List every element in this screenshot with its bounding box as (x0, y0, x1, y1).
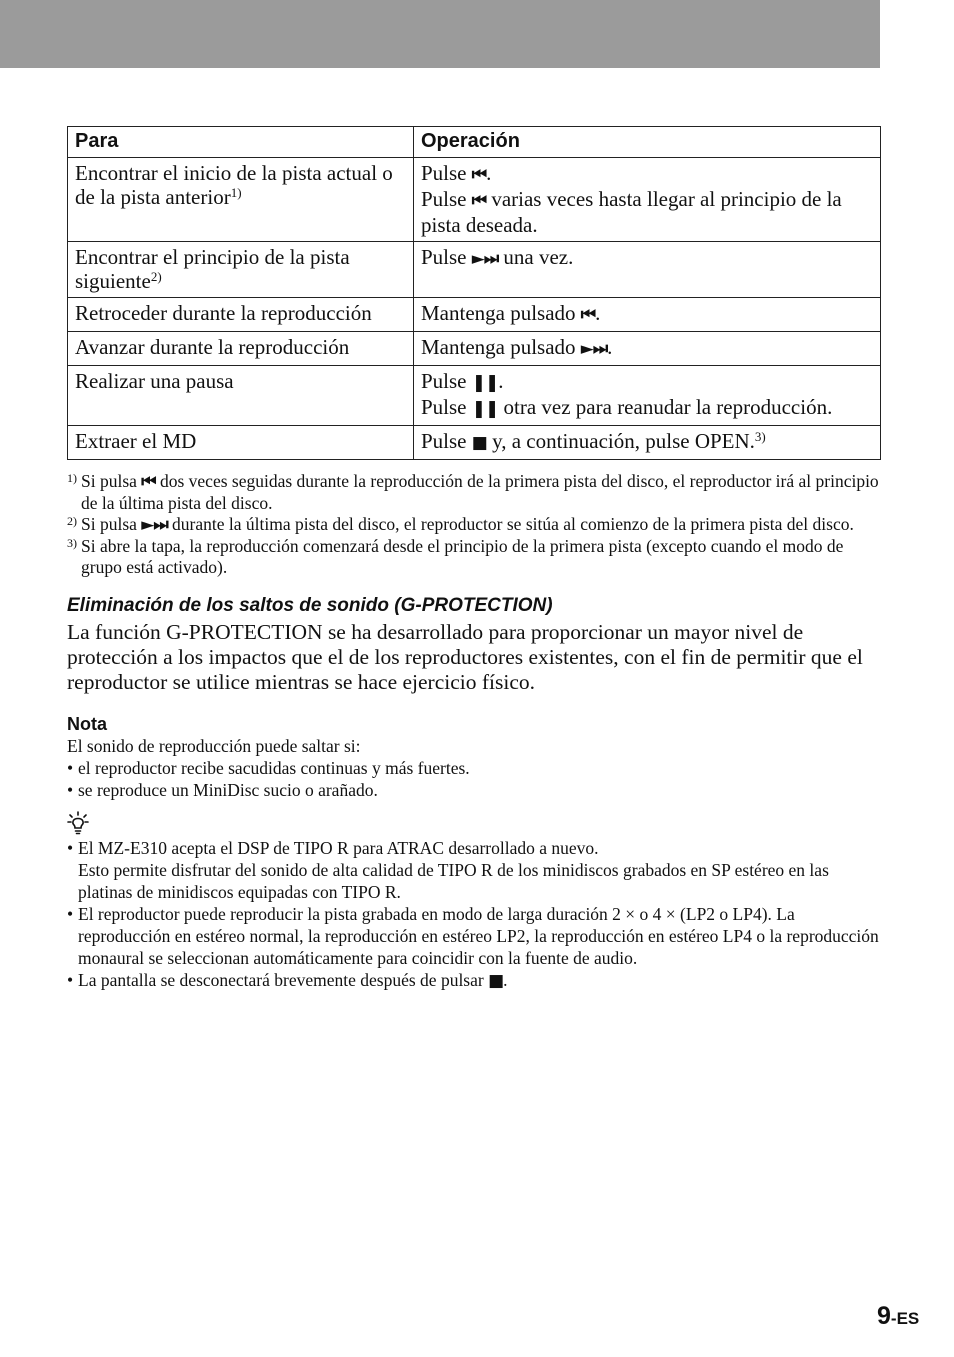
cell-para (68, 332, 414, 366)
op-pre: Mantenga pulsado (421, 301, 581, 325)
para-text: Retroceder durante la reproducción (75, 301, 372, 325)
table-row (68, 426, 881, 460)
cell-para (68, 242, 414, 298)
op-post: . (595, 301, 601, 325)
operation-line (421, 161, 873, 187)
op-pre: Pulse (421, 429, 472, 453)
op-post: y, a continuación, pulse OPEN. (486, 429, 755, 453)
cell-operacion (414, 332, 881, 366)
pause-icon: ❚❚ (471, 399, 499, 419)
play-next-track-icon: ►⏭ (580, 339, 608, 359)
para-text: Extraer el MD (75, 429, 197, 453)
footnote-pre: Si pulsa (81, 471, 142, 491)
tip-text: El reproductor puede reproducir la pista grabada en modo de larga duración 2 × o 4 × (LP2 o LP4). La reproducción en estéreo normal, la reproducción en estéreo LP2, la reproducción en estéreo LP4 o la reproducción monaural se seleccionan automáticamente para coincidir con la fuente de audio. (78, 904, 879, 968)
cell-operacion (414, 366, 881, 426)
footnote-ref: 2) (150, 269, 162, 284)
footnote-number: 1) (67, 471, 77, 485)
section-title: Eliminación de los saltos de sonido (G-PROTECTION) (67, 595, 553, 616)
operation-line (421, 429, 873, 455)
op-pre: Pulse (421, 395, 472, 419)
page-content (67, 126, 881, 992)
para-text: Encontrar el inicio de la pista actual o de la pista anterior (75, 161, 393, 209)
cell-para (68, 426, 414, 460)
cell-para (68, 298, 414, 332)
bullet-dot: • (67, 838, 74, 858)
nota-bullets (67, 757, 881, 801)
list-item (67, 757, 881, 779)
tip-text-continued: Esto permite disfrutar del sonido de alta calidad de TIPO R de los minidiscos grabados en SP estéreo en las platinas de minidiscos equipadas con TIPO R. (78, 860, 829, 902)
operation-line (421, 369, 873, 395)
footnote-number: 2) (67, 514, 77, 528)
footnote-text: dos veces seguidas durante la reproducción de la primera pista del disco, el reproductor irá al principio de la última pista del disco. (81, 471, 879, 513)
list-item (67, 779, 881, 801)
stop-icon: ■ (471, 433, 487, 453)
prev-track-icon: ⏮ (141, 472, 156, 492)
nota-intro: El sonido de reproducción puede saltar si: (67, 736, 361, 756)
bullet-dot: • (67, 970, 74, 990)
para-text: Encontrar el principio de la pista siguiente (75, 245, 350, 293)
op-post: . (498, 369, 504, 393)
para-text: Realizar una pausa (75, 369, 234, 393)
operation-line (421, 395, 873, 421)
tip-post: . (503, 970, 508, 990)
bullet-text: se reproduce un MiniDisc sucio o arañado. (78, 780, 378, 800)
bullet-dot: • (67, 904, 74, 924)
tips-list (67, 837, 881, 992)
footnote-item (67, 536, 881, 578)
bullet-dot: • (67, 758, 74, 778)
footnote-text: Si abre la tapa, la reproducción comenzará desde el principio de la primera pista (excepto cuando el modo de grupo está activado). (81, 536, 844, 577)
header-bar (0, 0, 880, 68)
footnote-number: 3) (67, 536, 77, 550)
cell-operacion (414, 298, 881, 332)
operation-line (421, 245, 873, 271)
header-operacion: Operación (414, 127, 881, 158)
operations-table (67, 126, 881, 460)
header-para: Para (68, 127, 414, 158)
bullet-text: el reproductor recibe sacudidas continuas y más fuertes. (78, 758, 470, 778)
tip-text: La pantalla se desconectará brevemente después de pulsar (78, 970, 489, 990)
cell-para (68, 158, 414, 242)
footnote-text: durante la última pista del disco, el reproductor se sitúa al comienzo de la primera pista del disco. (167, 514, 854, 534)
page-number-suffix: -ES (890, 1309, 920, 1328)
page-number (877, 1302, 919, 1331)
op-post: . (486, 161, 492, 185)
cell-operacion (414, 242, 881, 298)
table-header-row (68, 127, 881, 158)
operation-line (421, 187, 873, 237)
op-pre: Mantenga pulsado (421, 335, 581, 359)
bullet-dot: • (67, 780, 74, 800)
footnote-ref: 3) (754, 429, 766, 444)
table-body (68, 158, 881, 460)
table-row (68, 332, 881, 366)
op-post: varias veces hasta llegar al principio de la pista deseada. (421, 187, 842, 237)
table-row (68, 242, 881, 298)
nota-title: Nota (67, 714, 107, 734)
footnotes (67, 471, 881, 578)
table-row (68, 366, 881, 426)
footnote-item (67, 514, 881, 536)
tip-item (67, 837, 881, 903)
stop-icon: ■ (488, 971, 504, 991)
pause-icon: ❚❚ (471, 373, 499, 393)
operation-line (421, 301, 873, 327)
cell-para (68, 366, 414, 426)
op-pre: Pulse (421, 245, 472, 269)
play-next-track-icon: ►⏭ (471, 249, 499, 269)
tip-item (67, 969, 881, 992)
operation-line (421, 335, 873, 361)
op-post: otra vez para reanudar la reproducción. (498, 395, 833, 419)
op-post: una vez. (498, 245, 574, 269)
footnote-ref: 1) (230, 185, 242, 200)
section-body: La función G-PROTECTION se ha desarrollado para proporcionar un mayor nivel de protección a los impactos que el de los reproductores existentes, con el fin de permitir que el reproductor se utilice mientras se hace ejercicio físico. (67, 620, 863, 694)
footnote-pre: Si pulsa (81, 514, 142, 534)
prev-track-icon: ⏮ (471, 191, 487, 211)
footnote-item (67, 471, 881, 514)
play-next-track-icon: ►⏭ (141, 515, 168, 535)
table-row (68, 158, 881, 242)
page-number-value: 9 (877, 1302, 891, 1330)
table-row (68, 298, 881, 332)
tip-text: El MZ-E310 acepta el DSP de TIPO R para ATRAC desarrollado a nuevo. (78, 838, 599, 858)
cell-operacion (414, 426, 881, 460)
cell-operacion (414, 158, 881, 242)
tip-item (67, 903, 881, 969)
op-pre: Pulse (421, 161, 472, 185)
prev-track-icon: ⏮ (471, 165, 487, 185)
op-pre: Pulse (421, 369, 472, 393)
op-post: . (607, 335, 613, 359)
prev-track-icon: ⏮ (580, 305, 596, 325)
para-text: Avanzar durante la reproducción (75, 335, 350, 359)
op-pre: Pulse (421, 187, 472, 211)
lightbulb-icon (67, 811, 881, 837)
